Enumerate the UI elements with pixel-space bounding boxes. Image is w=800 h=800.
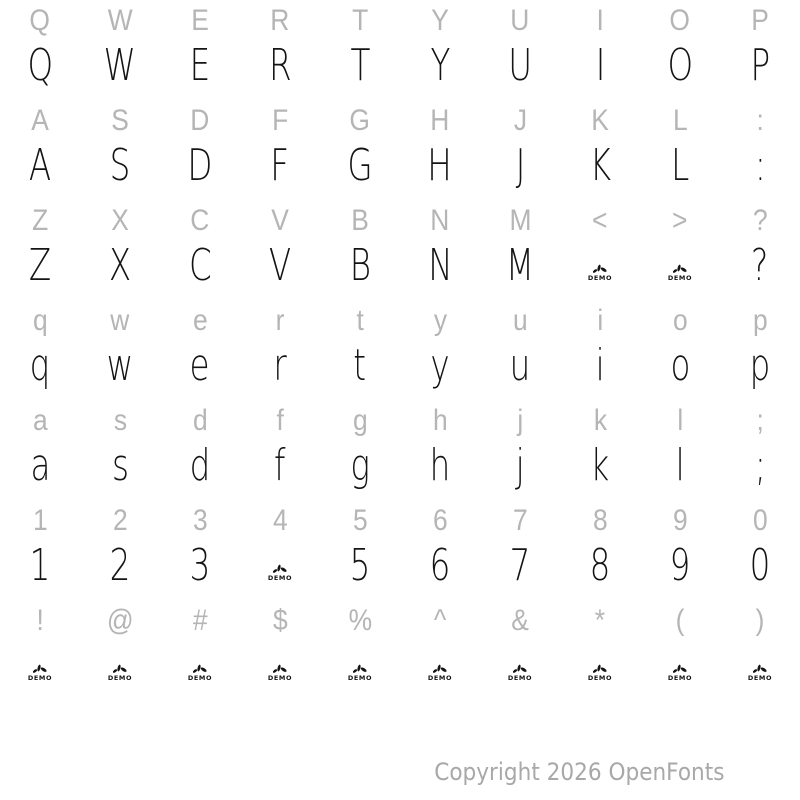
glyph-cell <box>480 336 560 396</box>
copyright-text: Copyright 2026 OpenFonts <box>433 758 724 786</box>
fleuron-icon <box>192 664 208 674</box>
demo-glyph <box>748 664 772 682</box>
demo-glyph <box>268 664 292 682</box>
glyph-cell <box>80 36 160 96</box>
demo-label: DEMO <box>347 674 373 682</box>
specimen-glyph: a <box>30 440 50 491</box>
demo-label: DEMO <box>667 274 693 282</box>
demo-label: DEMO <box>267 574 293 582</box>
reference-glyph: a <box>32 404 48 437</box>
reference-glyph: l <box>677 404 683 437</box>
reference-glyph: D <box>190 104 210 137</box>
demo-glyph <box>668 664 692 682</box>
specimen-glyph: t <box>353 340 367 391</box>
fleuron-icon <box>512 664 528 674</box>
reference-glyph: : <box>756 104 764 137</box>
specimen-glyph: M <box>505 240 535 291</box>
specimen-glyph: H <box>427 140 453 191</box>
reference-glyph: Y <box>431 4 449 37</box>
specimen-glyph: 8 <box>589 540 611 591</box>
reference-glyph: 8 <box>592 504 608 537</box>
reference-glyph: F <box>271 104 289 137</box>
specimen-glyph: E <box>189 40 211 91</box>
glyph-cell <box>720 436 800 496</box>
glyph-row-pair-3 <box>0 200 800 300</box>
demo-label: DEMO <box>747 674 773 682</box>
glyph-cell <box>80 636 160 696</box>
reference-glyph: ^ <box>433 604 447 637</box>
glyph-cell <box>400 536 480 596</box>
specimen-row <box>0 36 800 96</box>
specimen-glyph: o <box>670 340 690 391</box>
reference-glyph: * <box>594 604 606 637</box>
demo-glyph <box>348 664 372 682</box>
glyph-cell <box>240 636 320 696</box>
specimen-glyph: X <box>108 240 132 291</box>
specimen-glyph: s <box>111 440 129 491</box>
reference-glyph: q <box>32 304 48 337</box>
demo-glyph <box>588 664 612 682</box>
reference-glyph: G <box>349 104 371 137</box>
demo-label: DEMO <box>267 674 293 682</box>
demo-label: DEMO <box>27 674 53 682</box>
specimen-glyph: e <box>189 340 211 391</box>
reference-glyph: O <box>669 4 691 37</box>
glyph-cell <box>400 36 480 96</box>
specimen-glyph: : <box>754 140 766 191</box>
demo-glyph <box>108 664 132 682</box>
fleuron-icon <box>752 664 768 674</box>
demo-glyph <box>188 664 212 682</box>
specimen-glyph: A <box>28 140 52 191</box>
reference-glyph: p <box>752 304 768 337</box>
glyph-cell <box>480 136 560 196</box>
reference-glyph: o <box>672 304 688 337</box>
specimen-glyph: i <box>595 340 605 391</box>
glyph-cell <box>160 136 240 196</box>
reference-glyph: N <box>430 204 450 237</box>
glyph-cell <box>560 636 640 696</box>
specimen-glyph: T <box>350 40 370 91</box>
glyph-cell <box>320 136 400 196</box>
glyph-cell <box>80 136 160 196</box>
glyph-cell <box>480 636 560 696</box>
glyph-cell <box>80 236 160 296</box>
reference-glyph: 1 <box>32 504 48 537</box>
specimen-glyph: q <box>29 340 51 391</box>
specimen-glyph: R <box>268 40 292 91</box>
reference-glyph: ! <box>36 604 44 637</box>
demo-label: DEMO <box>587 274 613 282</box>
demo-glyph <box>668 264 692 282</box>
reference-glyph: e <box>192 304 208 337</box>
glyph-cell <box>80 336 160 396</box>
reference-glyph: 3 <box>192 504 208 537</box>
reference-glyph: E <box>191 4 209 37</box>
reference-glyph: H <box>430 104 450 137</box>
demo-glyph <box>508 664 532 682</box>
specimen-glyph: 2 <box>109 540 131 591</box>
reference-glyph: W <box>107 4 133 37</box>
specimen-glyph: 7 <box>509 540 531 591</box>
glyph-cell <box>400 336 480 396</box>
reference-glyph: y <box>433 304 447 337</box>
glyph-cell <box>0 436 80 496</box>
demo-glyph <box>428 664 452 682</box>
fleuron-icon <box>592 664 608 674</box>
specimen-glyph: 1 <box>29 540 51 591</box>
glyph-cell <box>720 136 800 196</box>
reference-glyph: P <box>751 4 769 37</box>
glyph-cell <box>240 236 320 296</box>
reference-glyph: t <box>356 304 364 337</box>
specimen-glyph: g <box>350 440 370 491</box>
specimen-glyph: W <box>103 40 137 91</box>
fleuron-icon <box>672 264 688 274</box>
specimen-glyph: 6 <box>429 540 451 591</box>
reference-glyph: # <box>192 604 208 637</box>
fleuron-icon <box>432 664 448 674</box>
glyph-cell <box>240 536 320 596</box>
specimen-glyph: J <box>515 140 525 191</box>
glyph-cell <box>80 536 160 596</box>
reference-glyph: A <box>31 104 49 137</box>
reference-glyph: 7 <box>512 504 528 537</box>
glyph-cell <box>320 636 400 696</box>
reference-glyph: L <box>672 104 688 137</box>
reference-glyph: f <box>276 404 284 437</box>
specimen-glyph: K <box>589 140 611 191</box>
glyph-cell <box>640 236 720 296</box>
specimen-glyph: N <box>427 240 453 291</box>
reference-glyph: V <box>271 204 289 237</box>
reference-glyph: J <box>513 104 527 137</box>
specimen-glyph: D <box>187 140 213 191</box>
reference-glyph: u <box>512 304 528 337</box>
glyph-row-pair-5 <box>0 400 800 500</box>
specimen-row <box>0 536 800 596</box>
specimen-glyph: u <box>509 340 531 391</box>
reference-glyph: h <box>432 404 448 437</box>
reference-glyph: ( <box>675 604 685 637</box>
glyph-cell <box>640 36 720 96</box>
glyph-cell <box>240 136 320 196</box>
glyph-cell <box>640 336 720 396</box>
glyph-cell <box>320 336 400 396</box>
specimen-glyph: f <box>274 440 286 491</box>
demo-label: DEMO <box>667 674 693 682</box>
specimen-glyph: 3 <box>189 540 211 591</box>
specimen-glyph: h <box>429 440 451 491</box>
specimen-glyph: L <box>670 140 690 191</box>
specimen-glyph: Y <box>430 40 450 91</box>
demo-glyph <box>268 564 292 582</box>
glyph-cell <box>400 636 480 696</box>
reference-glyph: K <box>591 104 609 137</box>
reference-glyph: d <box>192 404 208 437</box>
glyph-cell <box>480 236 560 296</box>
reference-glyph: i <box>597 304 603 337</box>
fleuron-icon <box>672 664 688 674</box>
fleuron-icon <box>272 664 288 674</box>
reference-glyph: S <box>111 104 129 137</box>
reference-glyph: < <box>592 204 608 237</box>
reference-glyph: j <box>517 404 523 437</box>
specimen-glyph: V <box>268 240 292 291</box>
glyph-row-pair-2 <box>0 100 800 200</box>
specimen-glyph: d <box>189 440 211 491</box>
specimen-glyph: I <box>595 40 605 91</box>
glyph-cell <box>480 436 560 496</box>
demo-label: DEMO <box>187 674 213 682</box>
glyph-cell <box>480 536 560 596</box>
fleuron-icon <box>32 664 48 674</box>
glyph-cell <box>0 336 80 396</box>
reference-glyph: 5 <box>352 504 368 537</box>
glyph-cell <box>160 336 240 396</box>
glyph-row-pair-7 <box>0 600 800 700</box>
glyph-cell <box>160 636 240 696</box>
fleuron-icon <box>272 564 288 574</box>
glyph-cell <box>560 336 640 396</box>
specimen-glyph: ? <box>751 240 769 291</box>
specimen-glyph: S <box>109 140 131 191</box>
glyph-cell <box>240 436 320 496</box>
glyph-cell <box>160 436 240 496</box>
reference-glyph: r <box>275 304 285 337</box>
specimen-glyph: Q <box>27 40 53 91</box>
reference-glyph: 9 <box>672 504 688 537</box>
glyph-cell <box>320 536 400 596</box>
glyph-cell <box>0 136 80 196</box>
specimen-glyph: k <box>590 440 610 491</box>
specimen-glyph: B <box>349 240 371 291</box>
specimen-glyph: l <box>675 440 685 491</box>
glyph-cell <box>400 136 480 196</box>
glyph-cell <box>560 436 640 496</box>
reference-glyph: > <box>672 204 688 237</box>
specimen-row <box>0 336 800 396</box>
specimen-glyph: U <box>508 40 532 91</box>
reference-glyph: k <box>593 404 607 437</box>
glyph-cell <box>720 536 800 596</box>
reference-glyph: X <box>111 204 129 237</box>
specimen-glyph: P <box>750 40 770 91</box>
reference-glyph: 4 <box>272 504 288 537</box>
specimen-glyph: j <box>515 440 525 491</box>
specimen-glyph: F <box>270 140 290 191</box>
specimen-row <box>0 236 800 296</box>
specimen-glyph: O <box>667 40 693 91</box>
reference-glyph: ) <box>755 604 765 637</box>
reference-glyph: R <box>270 4 290 37</box>
specimen-glyph: y <box>430 340 450 391</box>
reference-glyph: ? <box>752 204 768 237</box>
glyph-cell <box>720 36 800 96</box>
specimen-glyph: 5 <box>349 540 371 591</box>
reference-glyph: B <box>351 204 369 237</box>
specimen-glyph: r <box>273 340 287 391</box>
specimen-row <box>0 636 800 696</box>
reference-glyph: w <box>110 304 130 337</box>
glyph-cell <box>0 236 80 296</box>
demo-label: DEMO <box>427 674 453 682</box>
specimen-glyph: w <box>106 340 134 391</box>
reference-glyph: U <box>510 4 530 37</box>
reference-glyph: 2 <box>112 504 128 537</box>
glyph-cell <box>240 36 320 96</box>
glyph-cell <box>160 36 240 96</box>
glyph-cell <box>720 636 800 696</box>
glyph-cell <box>0 536 80 596</box>
glyph-cell <box>400 436 480 496</box>
glyph-cell <box>560 536 640 596</box>
glyph-cell <box>160 536 240 596</box>
specimen-glyph: p <box>749 340 771 391</box>
glyph-cell <box>640 136 720 196</box>
specimen-row <box>0 136 800 196</box>
specimen-glyph: C <box>188 240 212 291</box>
glyph-cell <box>720 236 800 296</box>
glyph-cell <box>560 36 640 96</box>
glyph-cell <box>480 36 560 96</box>
demo-label: DEMO <box>107 674 133 682</box>
glyph-cell <box>640 636 720 696</box>
demo-label: DEMO <box>587 674 613 682</box>
reference-glyph: I <box>596 4 604 37</box>
glyph-cell <box>160 236 240 296</box>
fleuron-icon <box>112 664 128 674</box>
glyph-row-pair-4 <box>0 300 800 400</box>
reference-glyph: & <box>511 604 529 637</box>
glyph-row-pair-6 <box>0 500 800 600</box>
glyph-row-pair-1 <box>0 0 800 100</box>
fleuron-icon <box>352 664 368 674</box>
specimen-glyph: ; <box>754 440 766 491</box>
reference-glyph: M <box>509 204 531 237</box>
glyph-cell <box>560 236 640 296</box>
glyph-cell <box>0 36 80 96</box>
reference-glyph: g <box>352 404 368 437</box>
glyph-cell <box>560 136 640 196</box>
reference-glyph: s <box>113 404 127 437</box>
reference-glyph: ; <box>756 404 764 437</box>
demo-label: DEMO <box>507 674 533 682</box>
reference-glyph: T <box>351 4 369 37</box>
glyph-cell <box>320 36 400 96</box>
specimen-glyph: 0 <box>749 540 771 591</box>
glyph-cell <box>640 436 720 496</box>
glyph-cell <box>0 636 80 696</box>
specimen-glyph: Z <box>28 240 52 291</box>
glyph-cell <box>400 236 480 296</box>
specimen-glyph: G <box>347 140 373 191</box>
fleuron-icon <box>592 264 608 274</box>
reference-glyph: Q <box>29 4 51 37</box>
glyph-cell <box>320 436 400 496</box>
glyph-cell <box>240 336 320 396</box>
reference-glyph: Z <box>31 204 49 237</box>
reference-glyph: @ <box>106 604 134 637</box>
glyph-cell <box>720 336 800 396</box>
reference-glyph: C <box>190 204 210 237</box>
reference-glyph: 0 <box>752 504 768 537</box>
demo-glyph <box>28 664 52 682</box>
reference-glyph: 6 <box>432 504 448 537</box>
specimen-row <box>0 436 800 496</box>
specimen-glyph: 9 <box>669 540 691 591</box>
reference-glyph: $ <box>272 604 288 637</box>
reference-glyph: % <box>348 604 372 637</box>
glyph-cell <box>640 536 720 596</box>
demo-glyph <box>588 264 612 282</box>
glyph-cell <box>320 236 400 296</box>
glyph-cell <box>80 436 160 496</box>
